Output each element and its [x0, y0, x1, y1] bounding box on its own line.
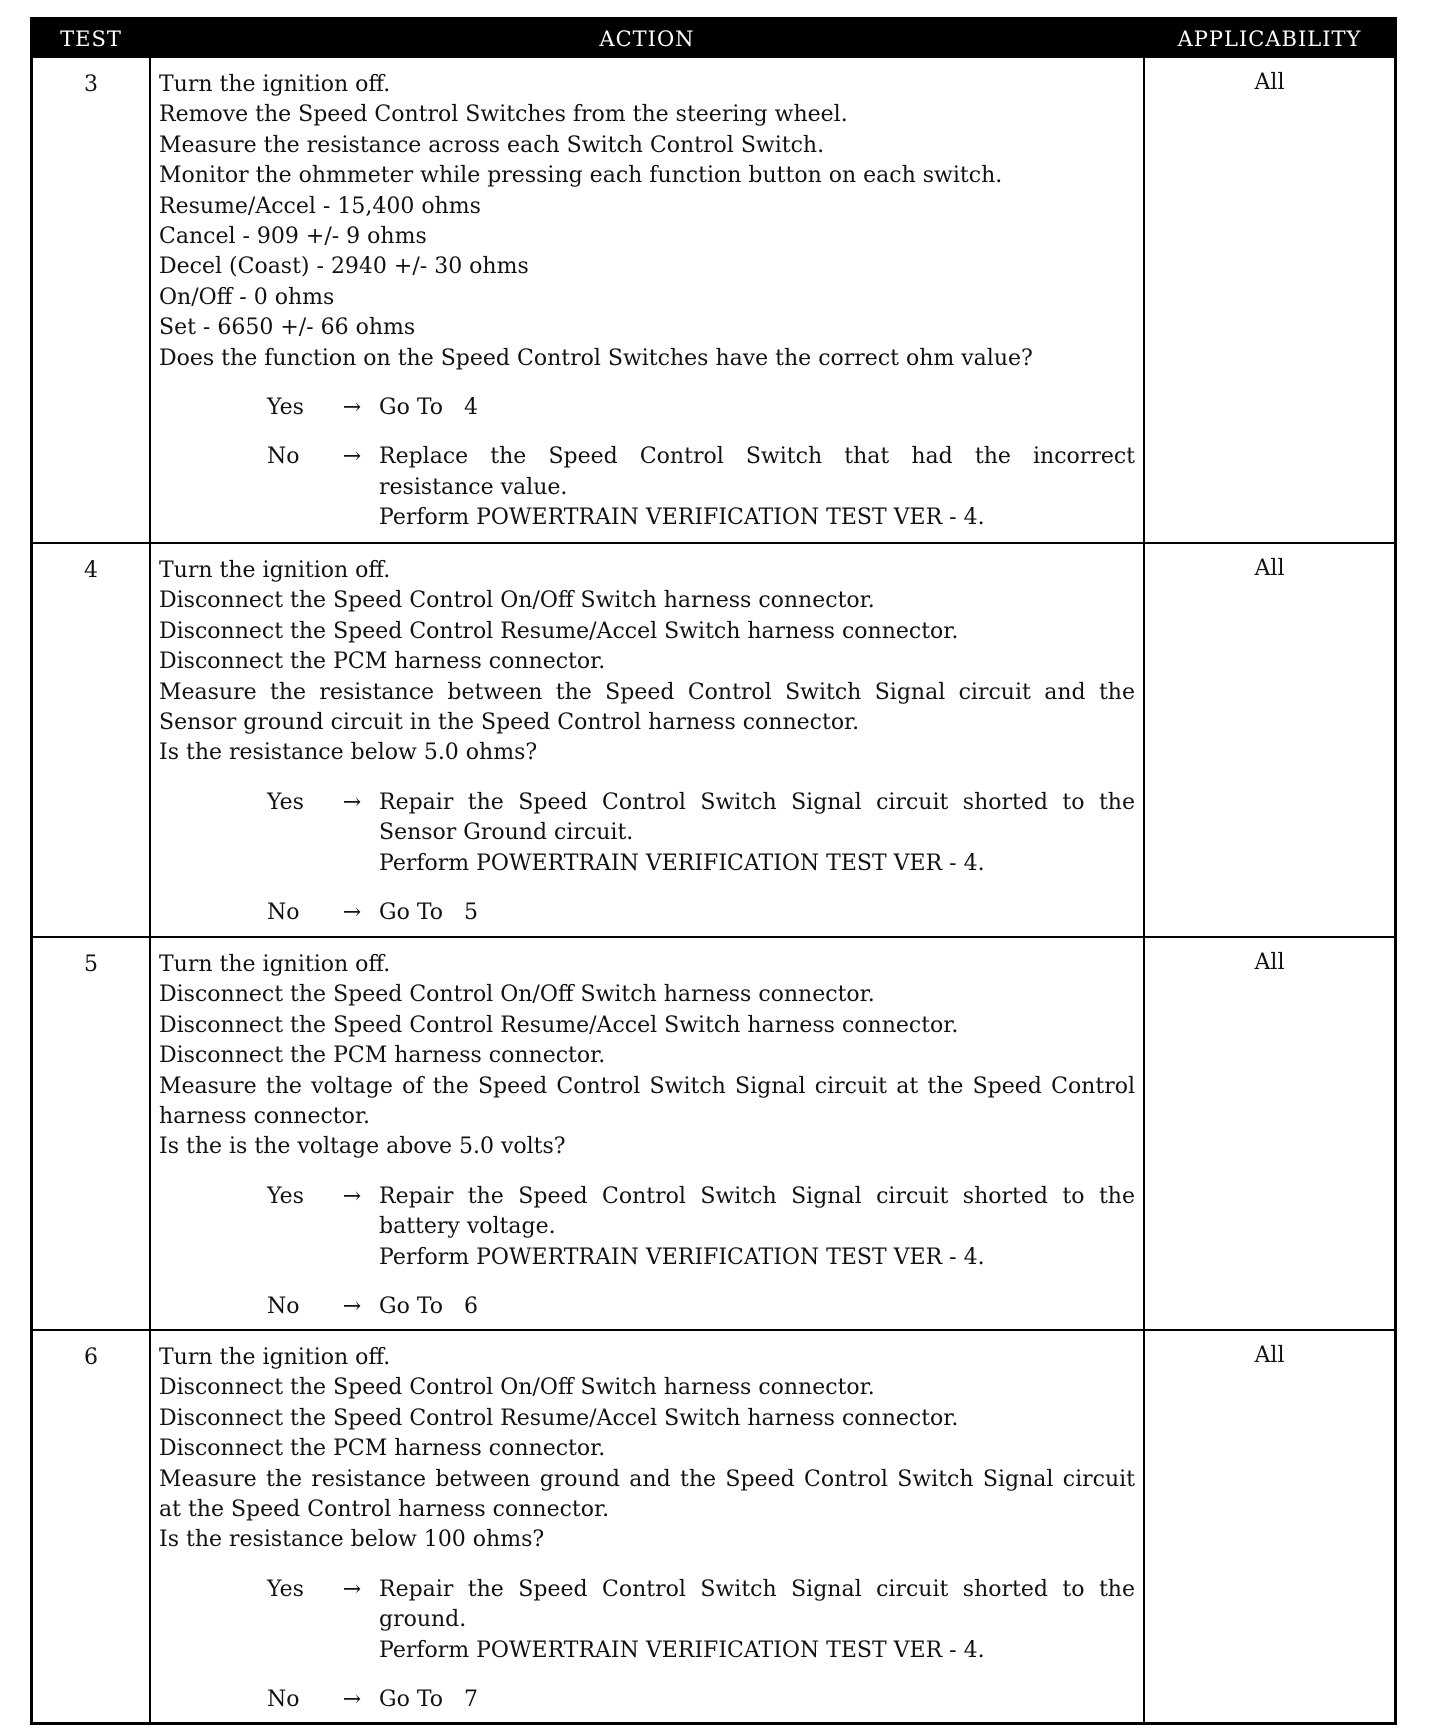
action-step: Disconnect the Speed Control Resume/Accel Switch harness connector. [159, 618, 959, 644]
action-step: Measure the voltage of the Speed Control Switch Signal circuit at the Speed Control harness connector. [159, 1073, 1135, 1130]
branch-no-result [379, 1685, 1135, 1715]
branch-no [267, 898, 1135, 928]
branch-no-label: No [267, 1294, 300, 1320]
action-step: On/Off - 0 ohms [159, 284, 335, 310]
arrow-right-icon: → [342, 1183, 362, 1209]
arrow-right-icon: → [342, 444, 362, 470]
diagnostic-table [30, 17, 1397, 1725]
branch-yes-perform: Perform POWERTRAIN VERIFICATION TEST VER - 4. [379, 850, 985, 876]
action-step: Turn the ignition off. [159, 952, 391, 977]
action-step: Turn the ignition off. [159, 558, 391, 583]
header-applicability: APPLICABILITY [1177, 27, 1362, 51]
test-number: 6 [84, 1345, 98, 1370]
branch-yes-text: Go To 4 [379, 395, 478, 421]
branch-no-label: No [267, 1687, 300, 1713]
action-step: Decel (Coast) - 2940 +/- 30 ohms [159, 254, 529, 280]
branch-no-text: Go To 6 [379, 1294, 478, 1320]
action-step: Disconnect the Speed Control On/Off Switch harness connector. [159, 982, 875, 1008]
branch-yes-text: Repair the Speed Control Switch Signal circuit shorted to the battery voltage. [379, 1183, 1142, 1240]
branch-no-label: No [267, 900, 300, 926]
branch-yes [267, 393, 1135, 423]
action-step: Turn the ignition off. [159, 72, 391, 97]
action-cell [149, 58, 1145, 542]
table-row [33, 936, 1394, 1329]
action-step: Remove the Speed Control Switches from the steering wheel. [159, 102, 848, 128]
action-step: Is the resistance below 100 ohms? [159, 1527, 545, 1553]
arrow-right-icon: → [342, 900, 362, 926]
branch-yes-label: Yes [267, 1183, 304, 1209]
arrow-right-icon: → [342, 395, 362, 421]
branch-yes-perform: Perform POWERTRAIN VERIFICATION TEST VER - 4. [379, 1244, 985, 1270]
action-step: Measure the resistance between ground and the Speed Control Switch Signal circuit at the Speed Control harness connector. [159, 1466, 1135, 1523]
action-step: Disconnect the PCM harness connector. [159, 1043, 606, 1069]
branch-yes-label: Yes [267, 789, 304, 815]
table-row [33, 56, 1394, 542]
branch-no [267, 1292, 1135, 1322]
branch-no-perform: Perform POWERTRAIN VERIFICATION TEST VER - 4. [379, 505, 985, 531]
action-step: Measure the resistance between the Speed Control Switch Signal circuit and the Sensor ground circuit in the Speed Control harness connector. [159, 679, 1135, 736]
action-step: Disconnect the Speed Control Resume/Accel Switch harness connector. [159, 1012, 959, 1038]
applicability-cell: All [1254, 950, 1285, 975]
action-cell [149, 1331, 1145, 1722]
branch-no [267, 442, 1142, 533]
branch-yes-label: Yes [267, 395, 304, 421]
branch-no-text: Go To 5 [379, 900, 478, 926]
table-row [33, 542, 1394, 936]
branch-no-label: No [267, 444, 300, 470]
branch-yes-label: Yes [267, 1576, 304, 1602]
action-step: Resume/Accel - 15,400 ohms [159, 193, 481, 219]
branch-no-result [379, 1292, 1135, 1322]
test-number: 4 [84, 558, 98, 583]
arrow-right-icon: → [342, 1576, 362, 1602]
table-header [33, 20, 1394, 58]
branch-yes-result [379, 1575, 1142, 1666]
branch-yes [267, 1182, 1142, 1273]
test-number: 5 [84, 952, 98, 977]
branch-no [267, 1685, 1135, 1715]
action-steps [159, 950, 1135, 1163]
branch-yes-text: Repair the Speed Control Switch Signal circuit shorted to the ground. [379, 1576, 1142, 1633]
arrow-right-icon: → [342, 789, 362, 815]
action-step: Cancel - 909 +/- 9 ohms [159, 224, 427, 250]
action-step: Disconnect the Speed Control Resume/Accel Switch harness connector. [159, 1405, 959, 1431]
branch-yes-perform: Perform POWERTRAIN VERIFICATION TEST VER - 4. [379, 1637, 985, 1663]
action-steps [159, 70, 1135, 374]
branch-yes-result [379, 1182, 1142, 1273]
branch-no-text: Go To 7 [379, 1687, 478, 1713]
applicability-cell: All [1254, 556, 1285, 581]
action-step: Measure the resistance across each Switch Control Switch. [159, 132, 825, 158]
action-step: Does the function on the Speed Control Switches have the correct ohm value? [159, 345, 1033, 371]
branch-no-result [379, 442, 1142, 533]
branch-yes-result [379, 393, 1135, 423]
action-step: Turn the ignition off. [159, 1345, 391, 1370]
applicability-cell: All [1254, 70, 1285, 95]
action-step: Disconnect the Speed Control On/Off Switch harness connector. [159, 588, 875, 614]
action-step: Disconnect the PCM harness connector. [159, 649, 606, 675]
branch-no-result [379, 898, 1135, 928]
action-step: Disconnect the PCM harness connector. [159, 1436, 606, 1462]
test-number: 3 [84, 72, 98, 97]
action-steps [159, 1343, 1135, 1556]
action-step: Disconnect the Speed Control On/Off Switch harness connector. [159, 1375, 875, 1401]
arrow-right-icon: → [342, 1294, 362, 1320]
branch-no-text: Replace the Speed Control Switch that had the incorrect resistance value. [379, 444, 1142, 500]
branch-yes-result [379, 788, 1142, 879]
applicability-cell: All [1254, 1343, 1285, 1368]
action-cell [149, 544, 1145, 936]
header-action: ACTION [599, 27, 695, 51]
header-test: TEST [60, 27, 122, 51]
branch-yes [267, 788, 1142, 879]
table-row [33, 1329, 1394, 1722]
action-step: Monitor the ohmmeter while pressing each function button on each switch. [159, 163, 1003, 189]
action-step: Is the resistance below 5.0 ohms? [159, 740, 538, 766]
branch-yes-text: Repair the Speed Control Switch Signal circuit shorted to the Sensor Ground circuit. [379, 789, 1142, 846]
arrow-right-icon: → [342, 1687, 362, 1713]
action-cell [149, 938, 1145, 1329]
action-steps [159, 556, 1135, 769]
action-step: Set - 6650 +/- 66 ohms [159, 315, 416, 341]
branch-yes [267, 1575, 1142, 1666]
action-step: Is the is the voltage above 5.0 volts? [159, 1134, 566, 1160]
